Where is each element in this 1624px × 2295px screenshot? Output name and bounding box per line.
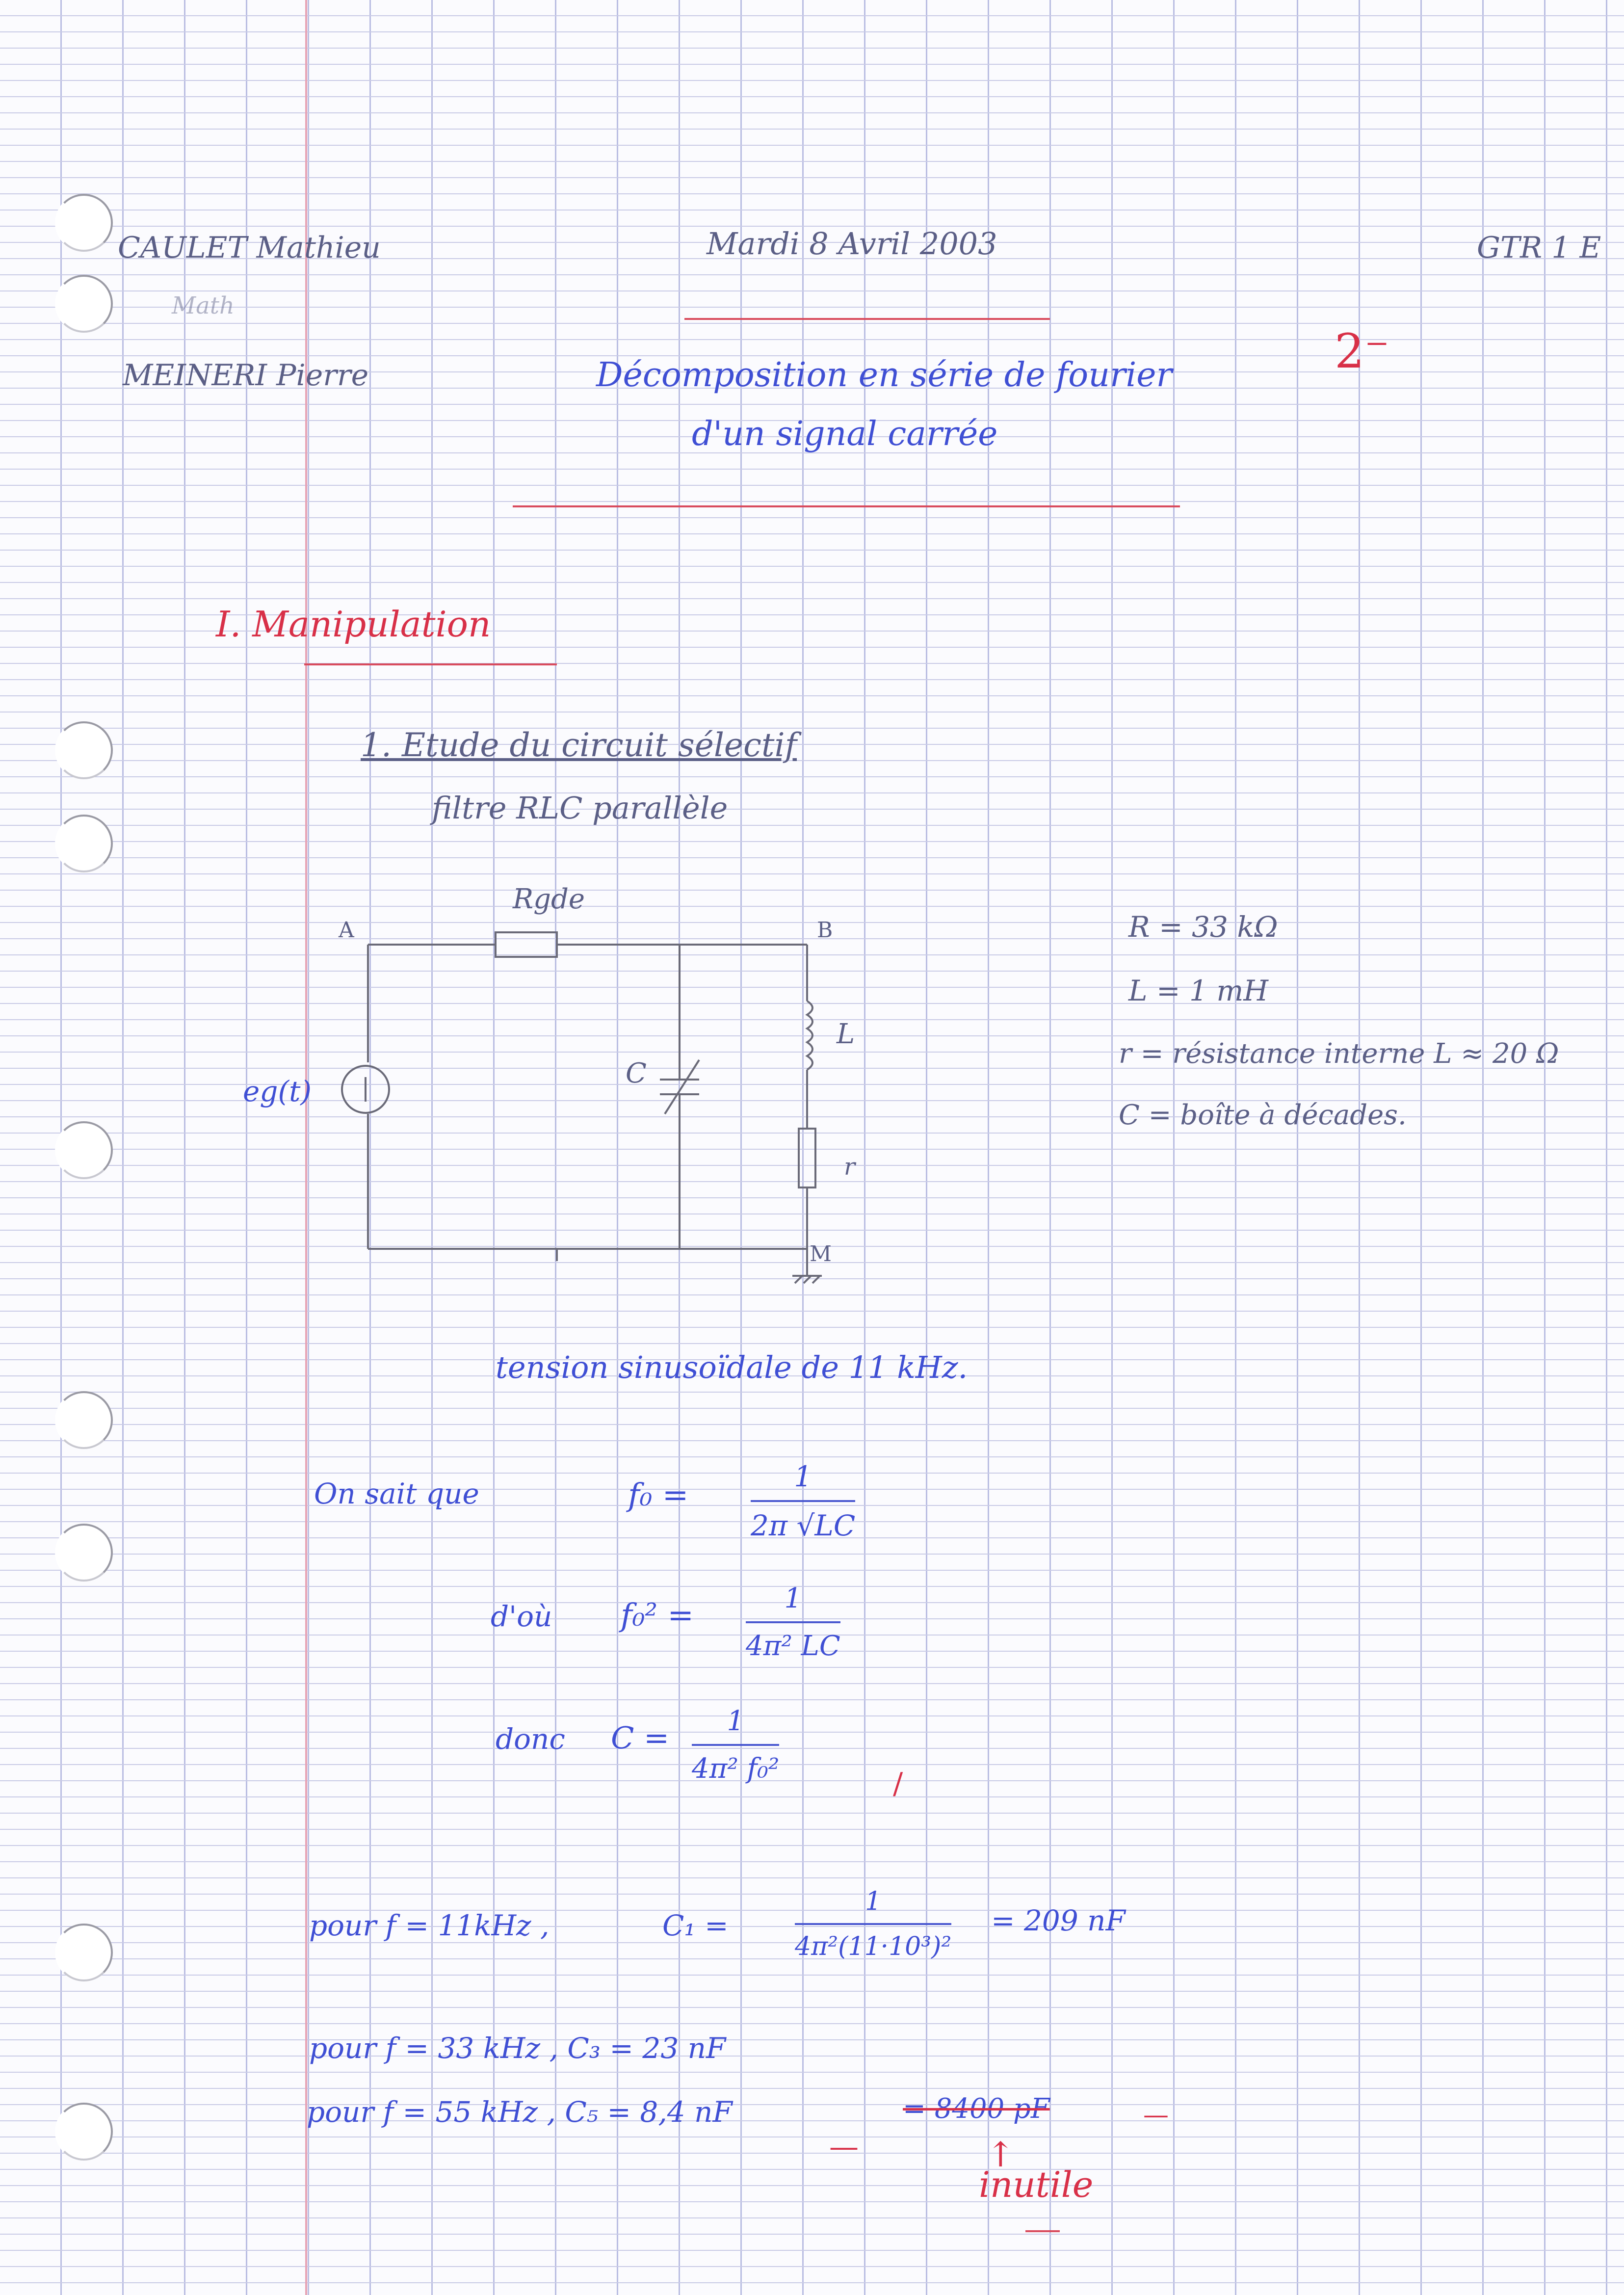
student-name-1: CAULET Mathieu — [118, 231, 381, 265]
internal-resistor-symbol — [799, 1129, 815, 1187]
voltage-note: tension sinusoïdale de 11 kHz. — [496, 1349, 968, 1385]
ground-hatch — [812, 1276, 820, 1283]
node-a-label: A — [339, 918, 354, 943]
calc1-prefix: pour f = 11kHz , — [309, 1909, 550, 1942]
resistor-rgde-symbol — [496, 932, 557, 957]
check-mark: / — [893, 1767, 903, 1801]
calc3-struck-value: = 8400 pF — [903, 2093, 1050, 2125]
eq1-denominator: 2π √LC — [751, 1509, 856, 1542]
grade-mark: 2⁻ — [1335, 324, 1389, 379]
eq2-numerator: 1 — [784, 1583, 802, 1614]
inductor-symbol — [807, 1001, 812, 1070]
spec-r: R = 33 kΩ — [1128, 910, 1278, 944]
resistor-label: Rgde — [513, 883, 585, 915]
eq2-denominator: 4π² LC — [746, 1630, 840, 1662]
calc1-fraction — [795, 1887, 951, 1961]
student-name-2: MEINERI Pierre — [123, 358, 369, 393]
eq1-numerator: 1 — [794, 1460, 812, 1493]
internal-resistor-label: r — [844, 1153, 855, 1181]
faint-initials: Math — [172, 292, 235, 319]
document-title-line-2: d'un signal carrée — [692, 415, 998, 453]
date: Mardi 8 Avril 2003 — [707, 226, 997, 262]
class-code: GTR 1 E — [1477, 231, 1601, 265]
eq3-prefix: donc — [496, 1722, 565, 1756]
calc3: pour f = 55 kHz , C₅ = 8,4 nF — [307, 2095, 733, 2129]
calc1-result: = 209 nF — [991, 1904, 1126, 1937]
eq2-lhs: f₀² = — [621, 1597, 694, 1634]
annotation-dash — [1025, 2230, 1060, 2232]
eq3-numerator: 1 — [727, 1705, 744, 1737]
eq1-fraction — [751, 1460, 855, 1542]
calc1-numerator: 1 — [865, 1887, 882, 1916]
eq2-fraction — [746, 1583, 840, 1662]
spec-l: L = 1 mH — [1128, 974, 1268, 1007]
eq1-prefix: On sait que — [314, 1477, 479, 1510]
source-label: eg(t) — [243, 1075, 312, 1108]
inductor-label: L — [837, 1018, 855, 1050]
document-title: Décomposition en série de fourier — [596, 356, 1172, 395]
eq3-denominator: 4π² f₀² — [692, 1753, 780, 1785]
calc1-lhs: C₁ = — [662, 1909, 729, 1942]
eq3-lhs: C = — [611, 1720, 670, 1756]
spec-internal-r: r = résistance interne L ≈ 20 Ω — [1119, 1038, 1559, 1070]
node-m-label: M — [810, 1241, 832, 1266]
section-heading: I. Manipulation — [216, 604, 491, 645]
calc2: pour f = 33 kHz , C₃ = 23 nF — [309, 2031, 726, 2065]
node-b-label: B — [817, 918, 833, 943]
annotation-arrow: ↑ — [986, 2135, 1015, 2175]
subsection-heading: 1. Etude du circuit sélectif — [361, 726, 797, 764]
red-dash-mark: — — [829, 2130, 859, 2164]
spec-c: C = boîte à décades. — [1119, 1099, 1407, 1131]
ground-hatch — [804, 1276, 811, 1283]
subsection-subtitle: filtre RLC parallèle — [432, 790, 728, 826]
calc1-denominator: 4π²(11·10³)² — [795, 1932, 952, 1961]
red-dash-mark: — — [1143, 2100, 1169, 2130]
eq3-fraction — [692, 1705, 779, 1785]
annotation-inutile: inutile — [979, 2164, 1094, 2205]
variable-capacitor-arrow — [665, 1060, 699, 1114]
ground-hatch — [795, 1276, 802, 1283]
capacitor-label: C — [626, 1057, 647, 1089]
eq2-prefix: d'où — [491, 1600, 552, 1633]
eq1-lhs: f₀ = — [628, 1477, 689, 1513]
